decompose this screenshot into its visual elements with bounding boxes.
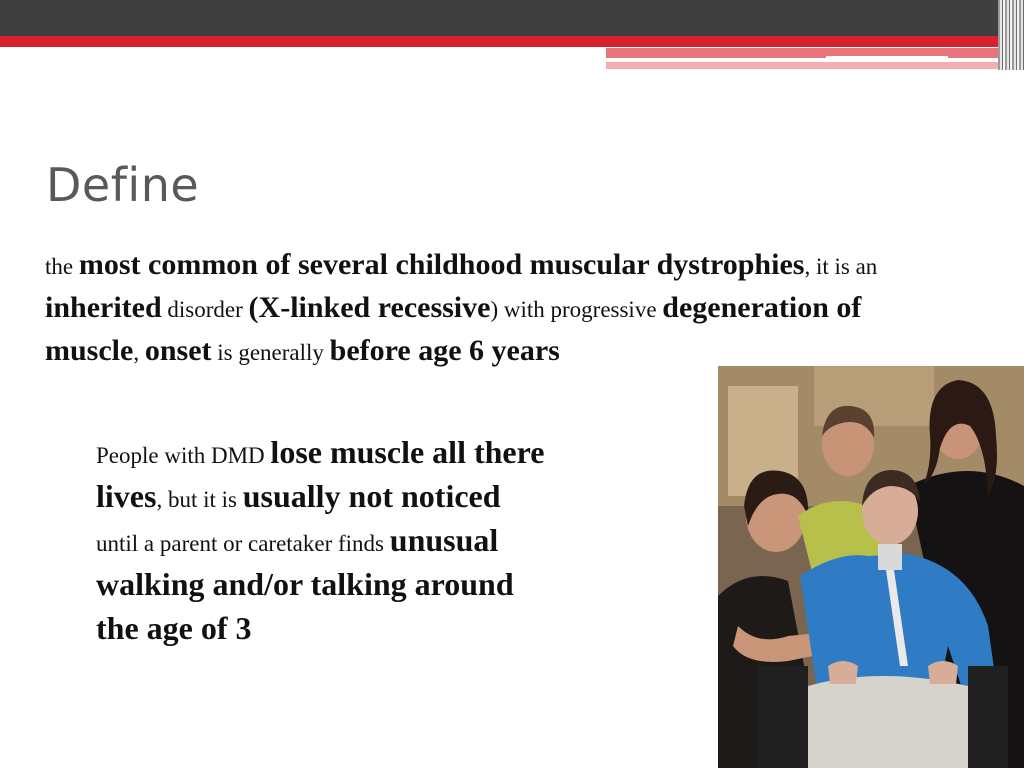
- text-run-bold: inherited: [45, 291, 162, 324]
- family-photo-illustration: [718, 366, 1024, 768]
- header-accent-line: [0, 36, 1000, 47]
- slide-title: Define: [46, 158, 200, 212]
- text-run: ,: [133, 340, 145, 365]
- text-run: until a parent or caretaker finds: [96, 531, 390, 556]
- header-bar: [0, 0, 1024, 36]
- text-run-bold: (X-linked recessive: [248, 291, 491, 324]
- family-photo: [718, 366, 1024, 768]
- text-run: disorder: [161, 297, 249, 322]
- header-stripe-decoration: [998, 0, 1024, 70]
- text-run-bold: unusual walking and/or talking around the age of 3: [96, 522, 514, 646]
- header-accent-line-tertiary: [606, 62, 1000, 69]
- text-run-bold: before age 6 years: [329, 334, 560, 367]
- text-run-bold: lose muscle all there lives: [96, 434, 545, 514]
- text-run: , it is an: [804, 254, 878, 279]
- text-run: is generally: [211, 340, 330, 365]
- detail-paragraph: [96, 432, 546, 652]
- text-run: , but it is: [156, 487, 243, 512]
- text-run-bold: usually not noticed: [242, 478, 501, 514]
- text-run: ) with progressive: [490, 297, 663, 322]
- definition-paragraph: [45, 244, 905, 373]
- text-run-bold: most common of several childhood muscular dystrophies: [78, 248, 805, 281]
- text-run-bold: onset: [144, 334, 212, 367]
- text-run: People with DMD: [96, 443, 271, 468]
- text-run-bold: degeneration of muscle: [45, 291, 862, 367]
- header-accent-highlight: [826, 56, 948, 58]
- text-run: the: [45, 254, 79, 279]
